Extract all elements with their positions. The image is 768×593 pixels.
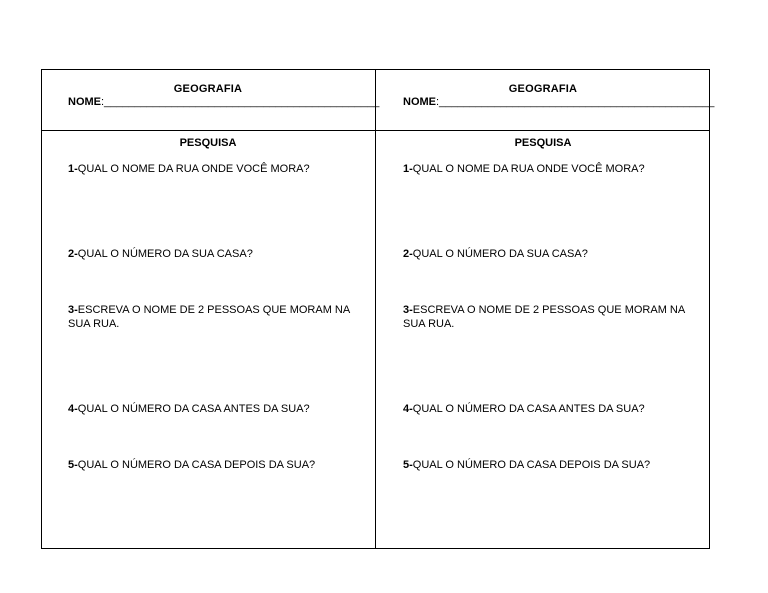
- question-3: [403, 303, 703, 331]
- question-text: QUAL O NÚMERO DA SUA CASA?: [412, 248, 588, 260]
- question-2: [68, 247, 368, 261]
- question-number: 2-: [68, 248, 78, 260]
- question-text: QUAL O NÚMERO DA CASA ANTES DA SUA?: [77, 403, 310, 415]
- worksheet-copy-right: [376, 69, 715, 549]
- question-5: [403, 458, 703, 472]
- question-number: 1-: [68, 163, 78, 175]
- question-3: [68, 303, 368, 331]
- question-number: 5-: [403, 459, 413, 471]
- question-number: 3-: [68, 304, 78, 316]
- name-field: [403, 96, 714, 108]
- question-number: 1-: [403, 163, 413, 175]
- question-text: QUAL O NOME DA RUA ONDE VOCÊ MORA?: [77, 163, 310, 175]
- section-title: PESQUISA: [514, 137, 572, 149]
- question-text: QUAL O NÚMERO DA CASA DEPOIS DA SUA?: [77, 459, 316, 471]
- section-title: PESQUISA: [179, 137, 237, 149]
- question-text: ESCREVA O NOME DE 2 PESSOAS QUE MORAM NA SUA RUA.: [403, 304, 685, 330]
- subject-title: GEOGRAFIA: [508, 83, 578, 95]
- name-label: NOME: [68, 96, 101, 108]
- name-label: NOME: [403, 96, 436, 108]
- question-number: 5-: [68, 459, 78, 471]
- question-number: 2-: [403, 248, 413, 260]
- question-text: ESCREVA O NOME DE 2 PESSOAS QUE MORAM NA SUA RUA.: [68, 304, 350, 330]
- question-1: [403, 162, 703, 176]
- question-text: QUAL O NÚMERO DA CASA ANTES DA SUA?: [412, 403, 645, 415]
- question-number: 4-: [68, 403, 78, 415]
- question-4: [403, 402, 703, 416]
- question-text: QUAL O NÚMERO DA CASA DEPOIS DA SUA?: [412, 459, 651, 471]
- question-number: 4-: [403, 403, 413, 415]
- question-number: 3-: [403, 304, 413, 316]
- name-rule: :_____________________________________________: [436, 96, 715, 108]
- question-1: [68, 162, 368, 176]
- question-5: [68, 458, 368, 472]
- worksheet-copy-left: [41, 69, 380, 549]
- subject-title: GEOGRAFIA: [173, 83, 243, 95]
- name-rule: :_____________________________________________: [101, 96, 380, 108]
- question-4: [68, 402, 368, 416]
- question-2: [403, 247, 703, 261]
- question-text: QUAL O NOME DA RUA ONDE VOCÊ MORA?: [412, 163, 645, 175]
- name-field: [68, 96, 379, 108]
- question-text: QUAL O NÚMERO DA SUA CASA?: [77, 248, 253, 260]
